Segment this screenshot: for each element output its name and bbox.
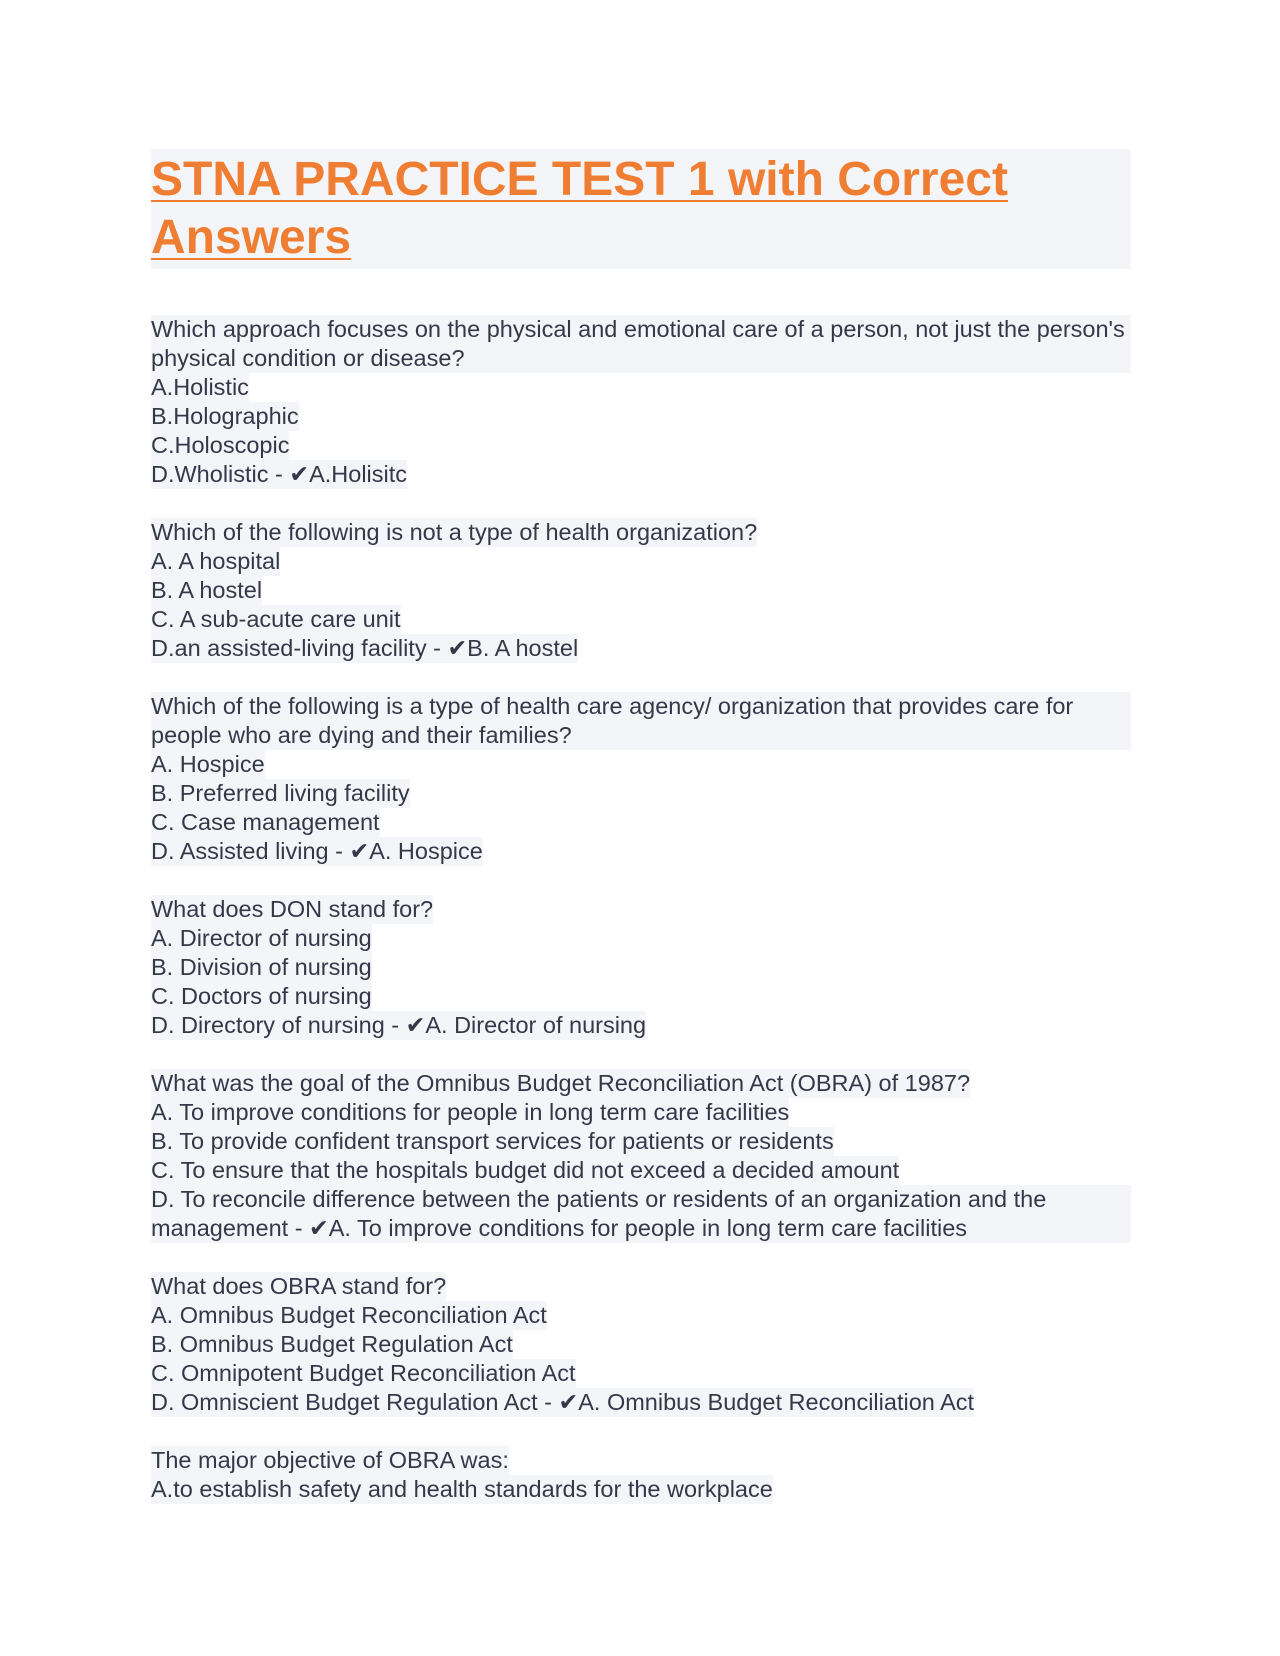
answer-option: B. Omnibus Budget Regulation Act [151, 1331, 513, 1357]
answer-option: C. To ensure that the hospitals budget did not exceed a decided amount [151, 1157, 900, 1183]
answer-option-with-correct-answer: D. Omniscient Budget Regulation Act - ✔A. Omnibus Budget Reconciliation Act [151, 1389, 975, 1415]
answer-option-with-correct-answer: D. To reconcile difference between the patients or residents of an organization and the management - ✔A. To improve conditions for people in long term care facilities [151, 1185, 1131, 1243]
question-block [151, 692, 1131, 866]
answer-option: A.Holistic [151, 374, 249, 400]
document-page [151, 149, 1131, 1533]
answer-option: A. A hospital [151, 548, 281, 574]
answer-option: A. Director of nursing [151, 925, 372, 951]
answer-option: C.Holoscopic [151, 432, 290, 458]
answer-option: C. Doctors of nursing [151, 983, 372, 1009]
question-text: Which of the following is a type of health care agency/ organization that provides care for people who are dying and their families? [151, 692, 1131, 750]
question-text: Which approach focuses on the physical and emotional care of a person, not just the person's physical condition or disease? [151, 316, 1132, 371]
answer-option-with-correct-answer: D.an assisted-living facility - ✔B. A hostel [151, 635, 579, 661]
question-block [151, 1446, 1131, 1504]
question-text: What does DON stand for? [151, 896, 434, 922]
answer-option: B.Holographic [151, 403, 299, 429]
question-block [151, 315, 1131, 489]
answer-option: B. Division of nursing [151, 954, 372, 980]
title-block [151, 149, 1131, 269]
answer-option: A.to establish safety and health standards for the workplace [151, 1476, 773, 1502]
answer-option: B. Preferred living facility [151, 780, 410, 806]
question-list [151, 315, 1131, 1504]
answer-option: B. A hostel [151, 577, 263, 603]
answer-option: A. Hospice [151, 751, 265, 777]
question-text: Which of the following is not a type of health organization? [151, 519, 758, 545]
answer-option-with-correct-answer: D.Wholistic - ✔A.Holisitc [151, 461, 408, 487]
answer-option: C. Case management [151, 809, 380, 835]
question-block [151, 1069, 1131, 1243]
answer-option-with-correct-answer: D. Directory of nursing - ✔A. Director of nursing [151, 1012, 647, 1038]
question-text: What does OBRA stand for? [151, 1273, 447, 1299]
document-title: STNA PRACTICE TEST 1 with Correct Answers [151, 153, 1008, 264]
question-block [151, 1272, 1131, 1417]
question-text: What was the goal of the Omnibus Budget Reconciliation Act (OBRA) of 1987? [151, 1070, 971, 1096]
answer-option: C. Omnipotent Budget Reconciliation Act [151, 1360, 576, 1386]
answer-option: A. Omnibus Budget Reconciliation Act [151, 1302, 547, 1328]
question-block [151, 895, 1131, 1040]
answer-option: A. To improve conditions for people in long term care facilities [151, 1099, 790, 1125]
answer-option: B. To provide confident transport services for patients or residents [151, 1128, 834, 1154]
question-block [151, 518, 1131, 663]
question-text: The major objective of OBRA was: [151, 1447, 509, 1473]
answer-option-with-correct-answer: D. Assisted living - ✔A. Hospice [151, 838, 483, 864]
answer-option: C. A sub-acute care unit [151, 606, 401, 632]
